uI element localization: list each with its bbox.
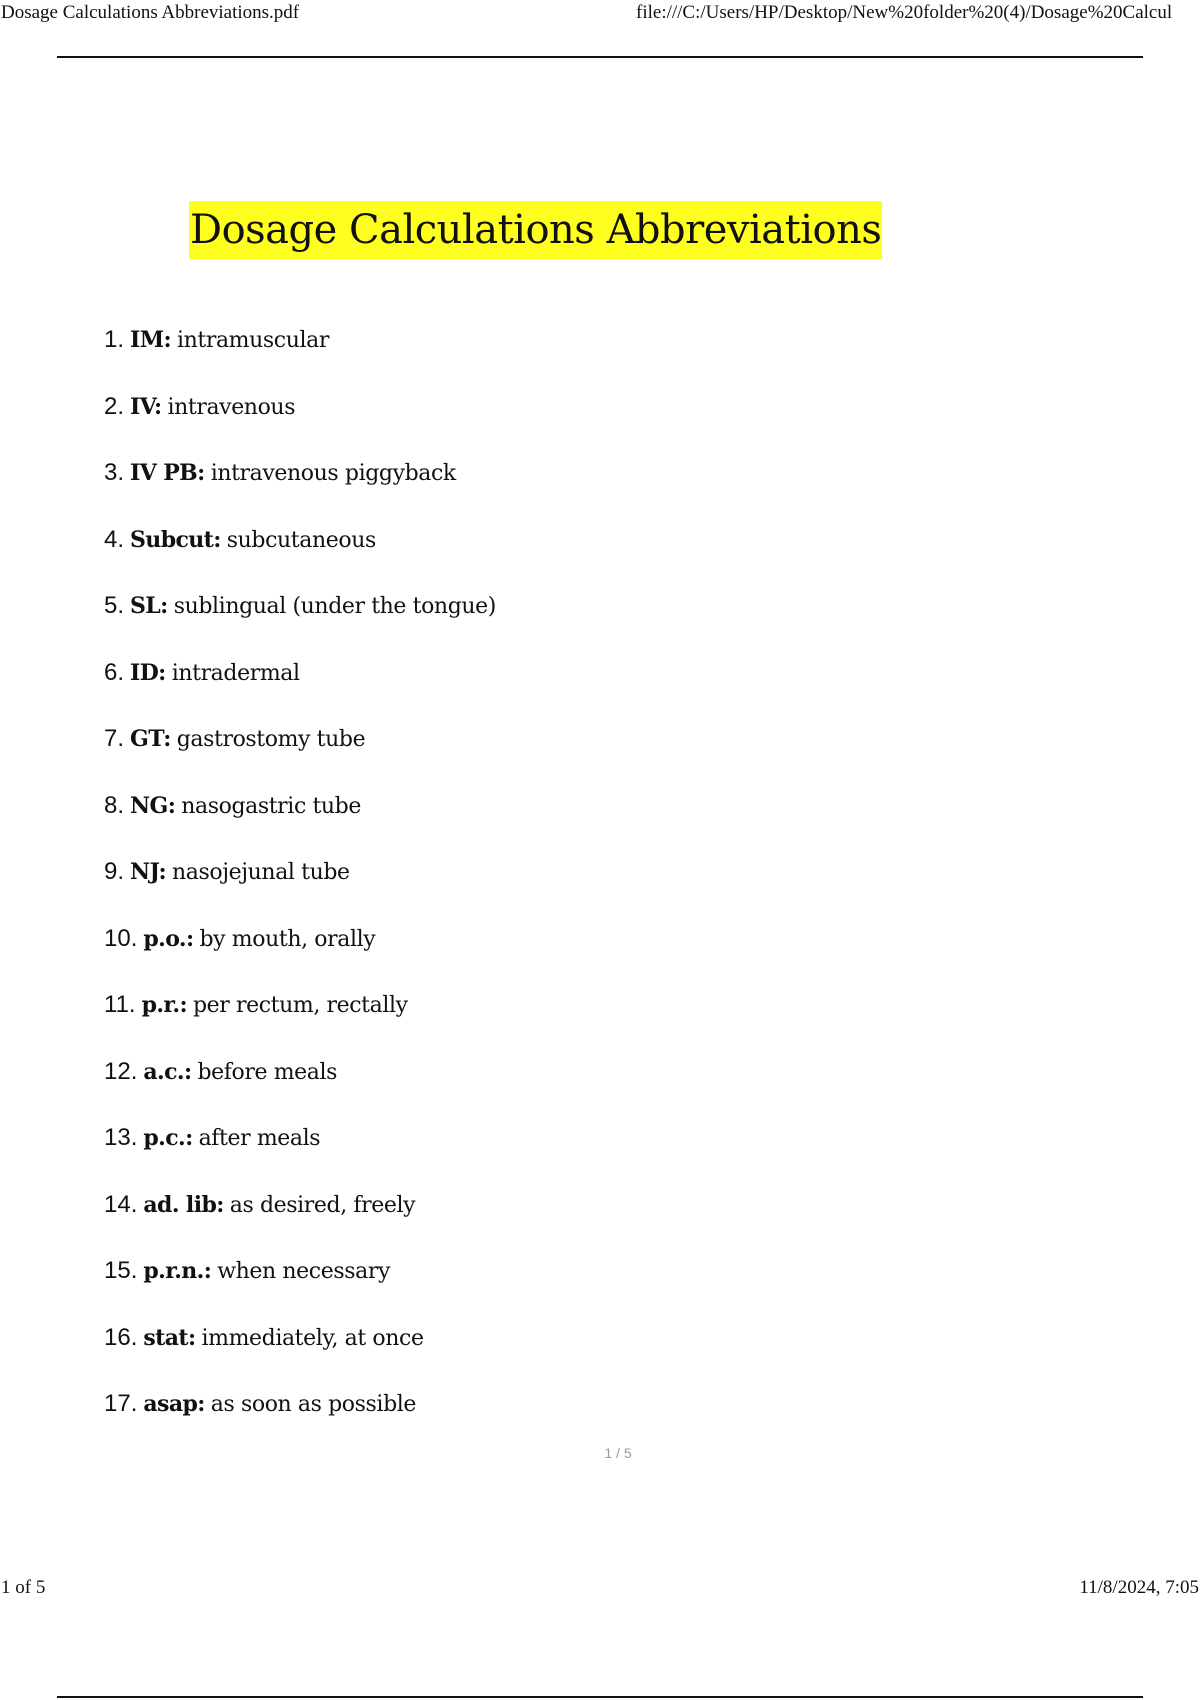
list-item — [104, 1185, 496, 1252]
item-number: 9. — [104, 858, 125, 885]
item-definition: per rectum, rectally — [193, 993, 408, 1018]
list-item — [104, 919, 496, 986]
print-footer-timestamp: 11/8/2024, 7:05 — [1079, 1577, 1199, 1598]
item-number: 3. — [104, 459, 125, 486]
list-item — [104, 653, 496, 720]
item-definition: immediately, at once — [201, 1325, 424, 1351]
item-number: 7. — [104, 725, 125, 752]
item-term: NG: — [130, 792, 176, 819]
item-number: 12. — [104, 1057, 138, 1085]
item-definition: nasojejunal tube — [171, 860, 350, 885]
item-number: 6. — [104, 658, 125, 686]
item-term: IM: — [130, 327, 171, 353]
item-definition: intramuscular — [176, 328, 329, 353]
print-header-file-path: file:///C:/Users/HP/Desktop/New%20folder%20(4)/Dosage%20Calcul — [636, 2, 1173, 23]
list-item — [104, 719, 496, 786]
item-number: 1. — [104, 326, 125, 353]
item-term: ID: — [130, 659, 166, 686]
item-definition: gastrostomy tube — [176, 727, 366, 752]
item-definition: when necessary — [217, 1259, 390, 1284]
page-indicator: 1 / 5 — [604, 1445, 632, 1461]
item-definition: before meals — [197, 1059, 338, 1085]
item-term: a.c.: — [143, 1058, 192, 1085]
item-term: ad. lib: — [143, 1191, 224, 1218]
item-term: p.r.: — [141, 992, 187, 1018]
item-definition: intravenous — [167, 394, 296, 420]
list-item — [104, 852, 496, 919]
item-number: 15. — [104, 1257, 138, 1284]
item-term: IV PB: — [130, 460, 205, 486]
list-item — [104, 520, 496, 587]
item-term: asap: — [143, 1391, 205, 1417]
list-item — [104, 985, 496, 1052]
item-term: stat: — [143, 1324, 196, 1351]
item-term: p.r.n.: — [143, 1258, 212, 1284]
list-item — [104, 1251, 496, 1318]
list-item — [104, 453, 496, 520]
item-term: SL: — [130, 593, 168, 619]
item-number: 13. — [104, 1124, 138, 1151]
item-definition: subcutaneous — [226, 527, 376, 553]
item-term: NJ: — [130, 859, 166, 885]
item-definition: as soon as possible — [210, 1392, 417, 1417]
list-item — [104, 1318, 496, 1385]
item-term: Subcut: — [130, 526, 221, 553]
item-number: 16. — [104, 1323, 138, 1351]
abbreviation-list — [104, 320, 496, 1451]
item-number: 4. — [104, 525, 125, 553]
item-definition: by mouth, orally — [199, 926, 376, 952]
list-item — [104, 387, 496, 454]
print-footer-page-count: 1 of 5 — [1, 1577, 46, 1598]
list-item — [104, 1384, 496, 1451]
item-definition: intradermal — [171, 660, 300, 686]
header-divider — [57, 56, 1143, 58]
item-definition: after meals — [198, 1126, 321, 1151]
item-number: 11. — [104, 991, 136, 1018]
item-number: 14. — [104, 1190, 138, 1218]
item-term: p.c.: — [143, 1125, 193, 1151]
item-definition: intravenous piggyback — [210, 461, 456, 486]
print-header-doc-name: Dosage Calculations Abbreviations.pdf — [1, 2, 300, 23]
document-title: Dosage Calculations Abbreviations — [189, 201, 882, 259]
footer-divider — [57, 1696, 1143, 1698]
item-definition: as desired, freely — [229, 1192, 416, 1218]
item-definition: sublingual (under the tongue) — [173, 594, 496, 619]
item-term: IV: — [130, 393, 162, 420]
list-item — [104, 1052, 496, 1119]
item-number: 5. — [104, 592, 125, 619]
list-item — [104, 320, 496, 387]
item-number: 2. — [104, 392, 125, 420]
item-definition: nasogastric tube — [181, 793, 361, 819]
item-number: 17. — [104, 1390, 138, 1417]
list-item — [104, 786, 496, 853]
list-item — [104, 1118, 496, 1185]
item-term: GT: — [130, 726, 171, 752]
item-number: 8. — [104, 791, 125, 819]
list-item — [104, 586, 496, 653]
item-number: 10. — [104, 924, 138, 952]
item-term: p.o.: — [143, 925, 194, 952]
